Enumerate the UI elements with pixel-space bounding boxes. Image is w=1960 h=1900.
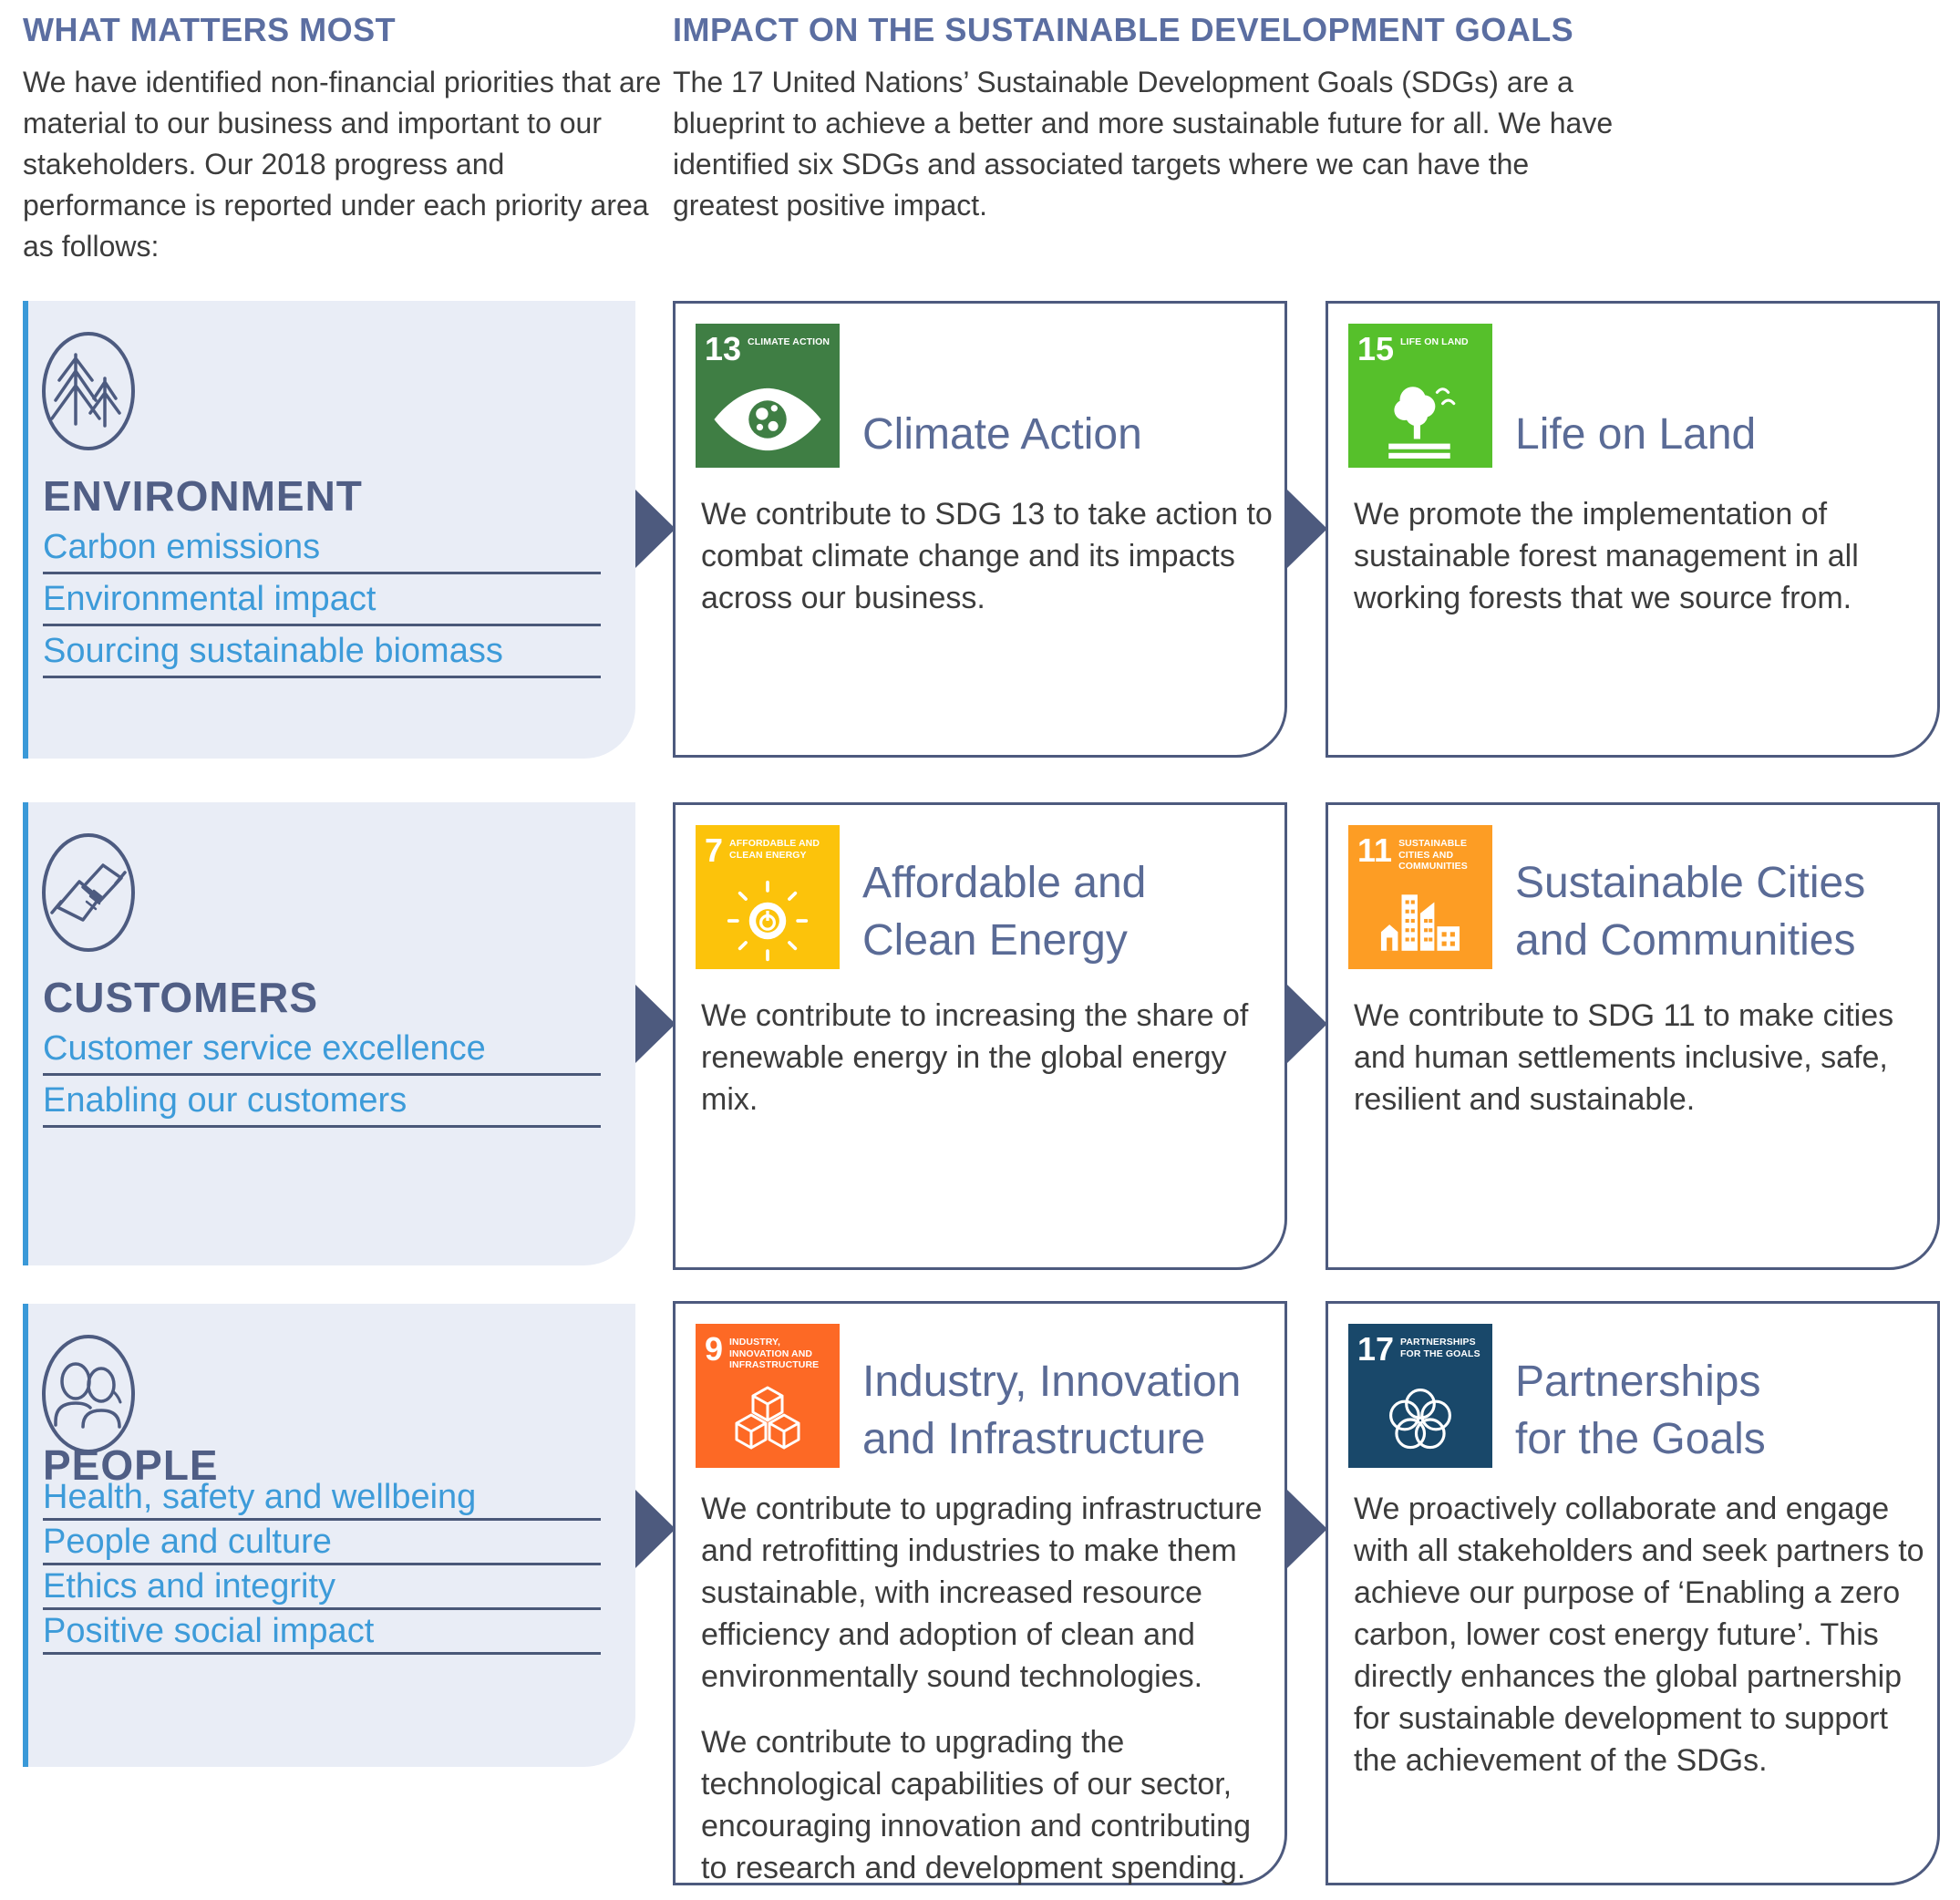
sdg-label: SUSTAINABLE CITIES AND COMMUNITIES [1398, 838, 1468, 872]
cubes-icon [722, 1381, 813, 1458]
sdg-label: AFFORDABLE AND CLEAN ENERGY [729, 838, 820, 861]
link-sourcing-sustainable-biomass[interactable]: Sourcing sustainable biomass [43, 626, 601, 678]
card-body: We promote the implementation of sustainable forest management in all working forests that we source from. [1354, 497, 1859, 615]
right-intro-heading: IMPACT ON THE SUSTAINABLE DEVELOPMENT GOALS [673, 11, 1574, 48]
card-industry-innovation [673, 1301, 1287, 1885]
card-body: We contribute to SDG 11 to make cities and human settlements inclusive, safe, resilient and sustainable. [1354, 998, 1894, 1117]
sdg-impact-intro [673, 11, 1621, 226]
environment-links [43, 522, 601, 678]
sdg-7-tile [696, 825, 840, 969]
sdg-label: PARTNERSHIPS FOR THE GOALS [1400, 1337, 1480, 1359]
right-intro-body: The 17 United Nations’ Sustainable Development Goals (SDGs) are a blueprint to achieve a better and more sustainable future for all. We have identified six SDGs and associated targets where we can have the greatest positive impact. [673, 66, 1614, 222]
left-intro-heading: WHAT MATTERS MOST [23, 11, 397, 48]
sdg-15-tile [1348, 324, 1492, 468]
what-matters-most-intro [23, 11, 665, 267]
eye-globe-icon [712, 386, 823, 453]
sdg-number: 15 [1357, 330, 1395, 367]
sdg-number: 9 [705, 1330, 724, 1368]
card-body: We contribute to SDG 13 to take action to combat climate change and its impacts across our business. [701, 497, 1273, 615]
sdg-number: 13 [705, 330, 742, 367]
link-people-and-culture[interactable]: People and culture [43, 1521, 601, 1565]
link-environmental-impact[interactable]: Environmental impact [43, 574, 601, 626]
customers-panel [23, 802, 635, 1265]
customers-links [43, 1024, 601, 1128]
people-panel [23, 1304, 635, 1767]
section-heading-customers: CUSTOMERS [43, 974, 319, 1021]
card-climate-action [673, 301, 1287, 758]
sun-power-icon [726, 879, 810, 963]
link-health-safety-wellbeing[interactable]: Health, safety and wellbeing [43, 1476, 601, 1521]
left-intro-body: We have identified non-financial priorities that are material to our business and important to our stakeholders. Our 2018 progress and performance is reported under each priority area as follows: [23, 66, 662, 263]
link-positive-social-impact[interactable]: Positive social impact [43, 1610, 601, 1655]
sdg-13-tile [696, 324, 840, 468]
sdg-label: CLIMATE ACTION [748, 336, 830, 347]
sdg-17-tile [1348, 1324, 1492, 1468]
sdg-number: 17 [1357, 1330, 1395, 1368]
pine-trees-icon [41, 331, 136, 451]
arrow-right-icon [1287, 490, 1327, 568]
card-partnerships-goals [1326, 1301, 1940, 1885]
link-customer-service-excellence[interactable]: Customer service excellence [43, 1024, 601, 1076]
card-life-on-land [1326, 301, 1940, 758]
card-body: We proactively collaborate and engage with all stakeholders and seek partners to achieve our purpose of ‘Enabling a zero carbon, lower cost energy future’. This directly enhances the global partnership for sustainable development to support the achievement of the SDGs. [1354, 1492, 1924, 1778]
sdg-number: 11 [1357, 831, 1393, 869]
people-links [43, 1476, 601, 1655]
arrow-right-icon [635, 490, 676, 568]
link-carbon-emissions[interactable]: Carbon emissions [43, 522, 601, 574]
link-enabling-our-customers[interactable]: Enabling our customers [43, 1076, 601, 1128]
arrow-right-icon [635, 985, 676, 1063]
card-title: Industry, Innovation and Infrastructure [862, 1358, 1242, 1463]
link-ethics-and-integrity[interactable]: Ethics and integrity [43, 1565, 601, 1610]
arrow-right-icon [635, 1490, 676, 1568]
interlocking-rings-icon [1379, 1379, 1461, 1461]
card-body: We contribute to upgrading infrastructure and retrofitting industries to make them sustainable, with increased resource efficiency and adoption of clean and environmentally sound technologies. We contribute to upgrading the technological capabilities of our sector, encouraging innovation and contributing to research and development spending. [701, 1492, 1263, 1885]
sdg-number: 7 [705, 831, 724, 869]
card-title: Partnerships for the Goals [1515, 1358, 1766, 1463]
section-heading-people: PEOPLE [43, 1441, 219, 1489]
arrow-right-icon [1287, 985, 1327, 1063]
card-body: We contribute to increasing the share of renewable energy in the global energy mix. [701, 998, 1249, 1117]
section-heading-environment: ENVIRONMENT [43, 472, 363, 520]
card-title: Climate Action [862, 410, 1142, 459]
handshake-icon [41, 832, 136, 953]
sdg-label: LIFE ON LAND [1400, 336, 1469, 347]
tree-on-land-icon [1369, 377, 1471, 461]
card-title: Life on Land [1515, 410, 1757, 459]
card-affordable-clean-energy [673, 802, 1287, 1270]
city-buildings-icon [1369, 883, 1471, 958]
environment-panel [23, 301, 635, 759]
two-people-icon [41, 1334, 136, 1454]
sdg-11-tile [1348, 825, 1492, 969]
card-title: Sustainable Cities and Communities [1515, 859, 1866, 965]
card-title: Affordable and Clean Energy [862, 859, 1147, 965]
arrow-right-icon [1287, 1490, 1327, 1568]
sdg-9-tile [696, 1324, 840, 1468]
sdg-label: INDUSTRY, INNOVATION AND INFRASTRUCTURE [729, 1337, 820, 1370]
card-sustainable-cities [1326, 802, 1940, 1270]
